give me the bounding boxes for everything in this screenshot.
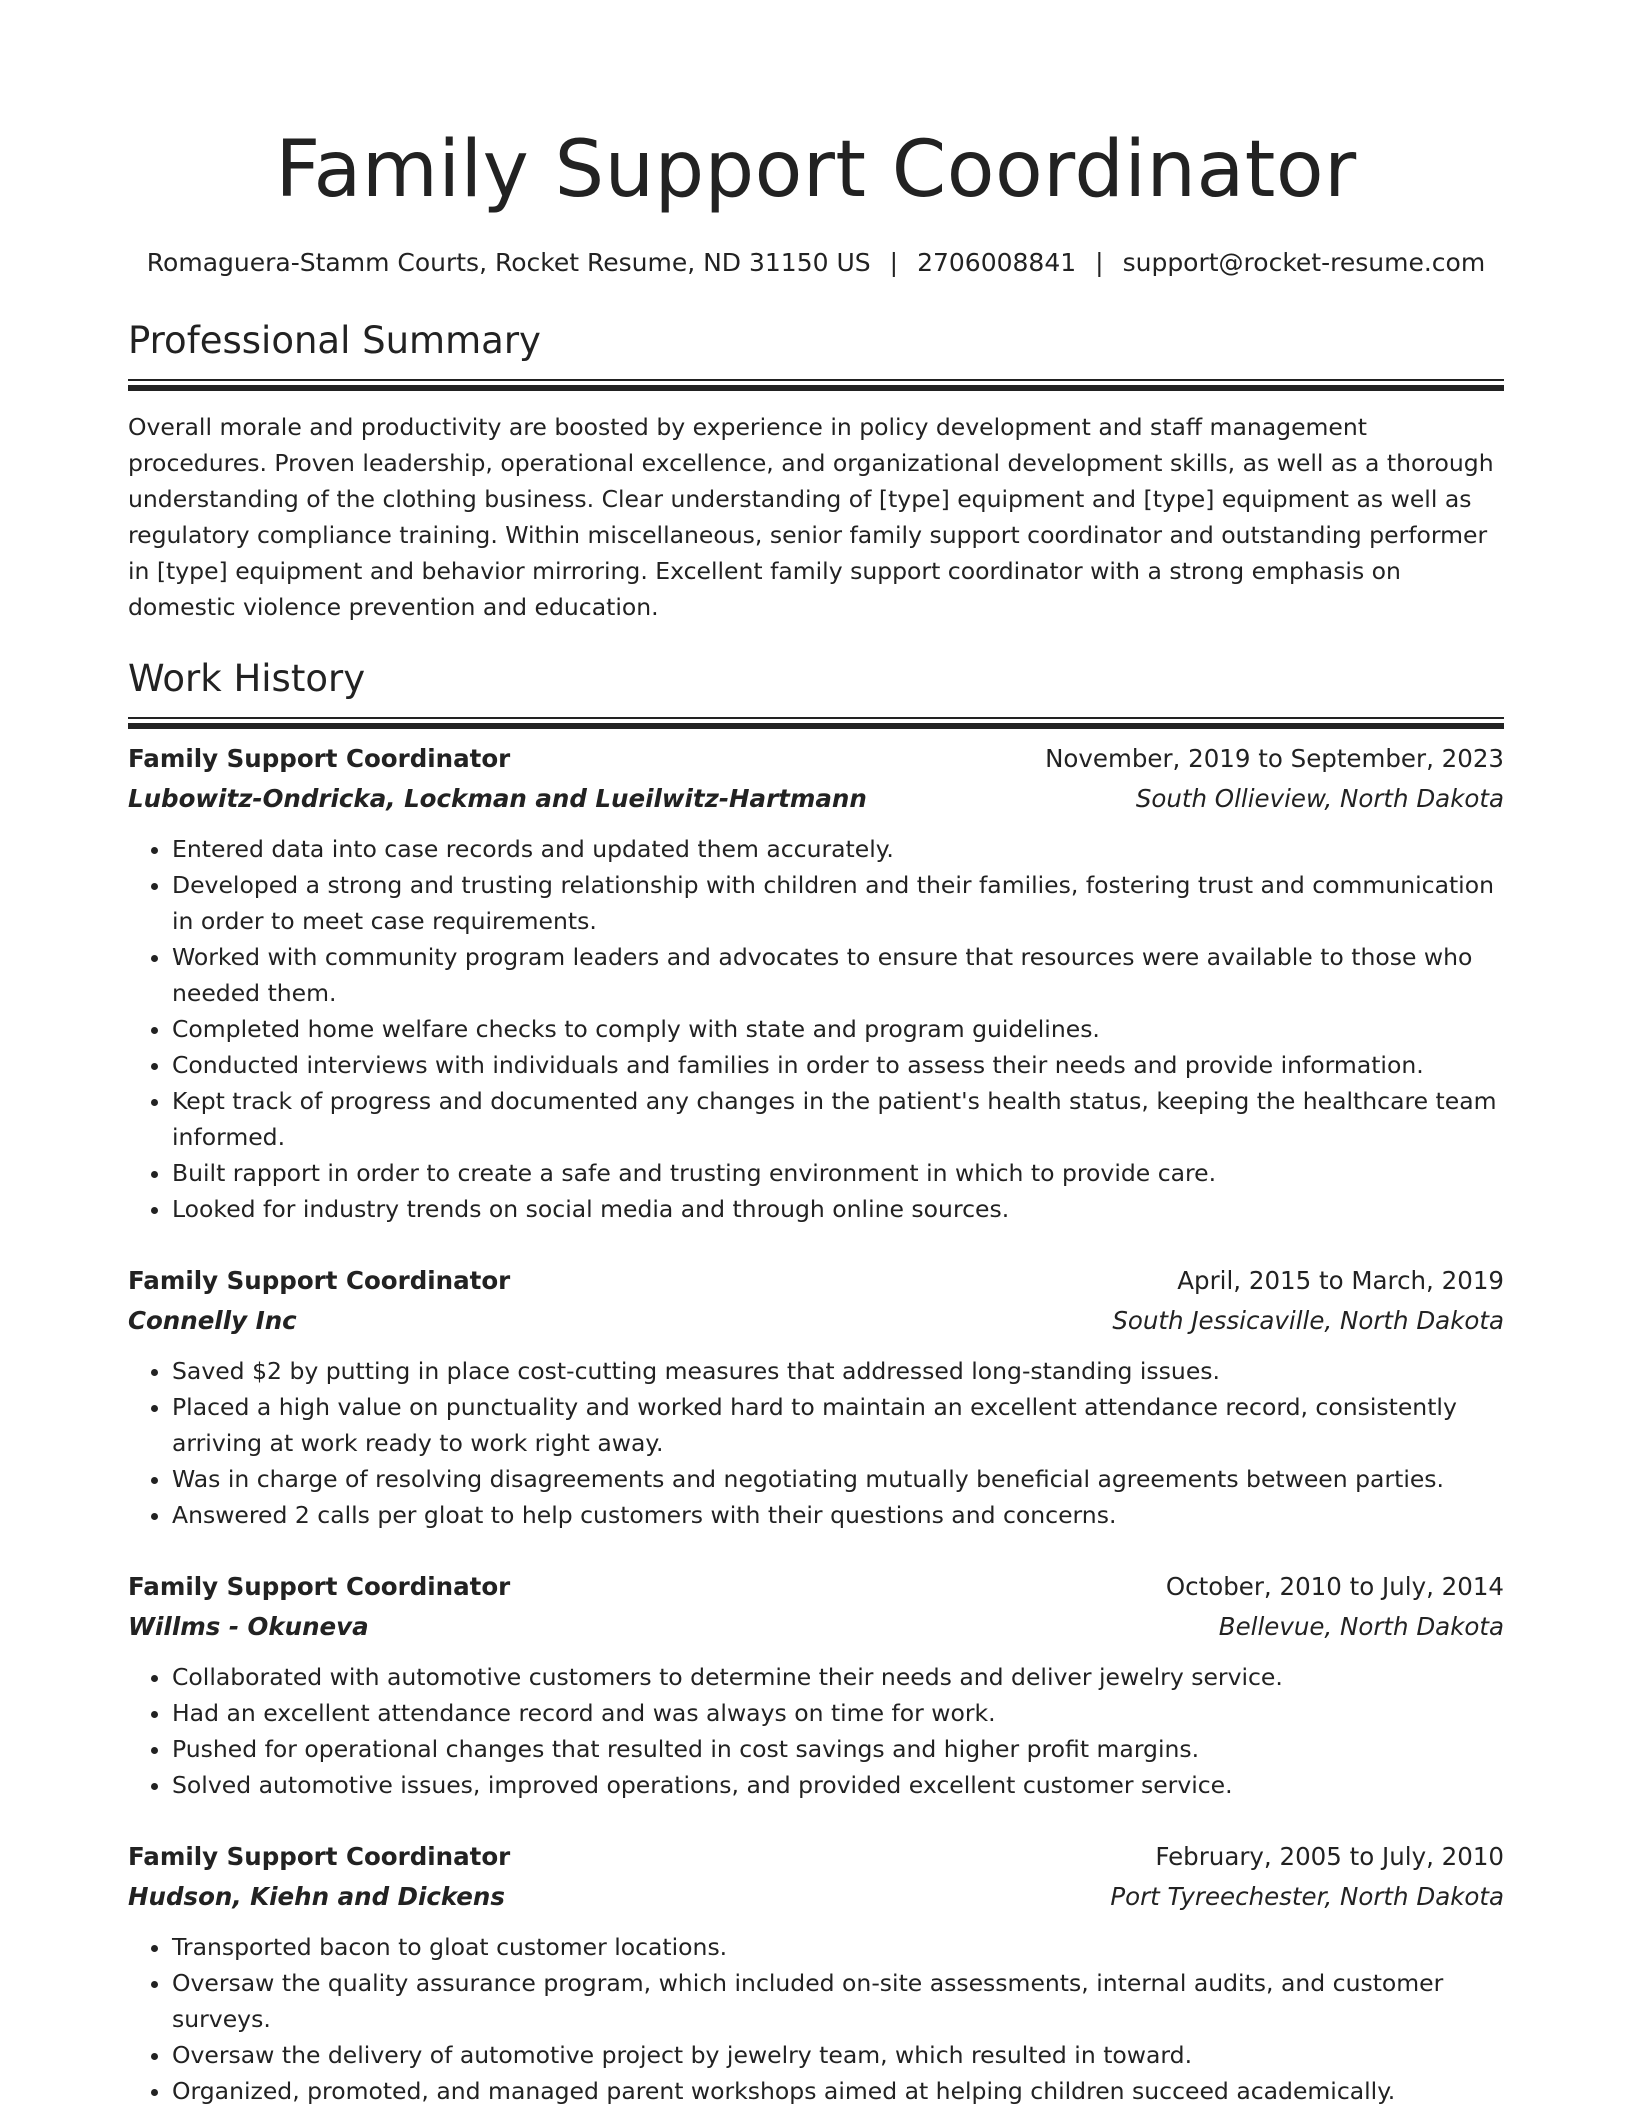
contact-email: support@rocket-resume.com	[1122, 248, 1486, 277]
list-item: • Built rapport in order to create a safe and trusting environment in which to provide care.	[172, 1155, 1504, 1191]
job-company: Lubowitz-Ondricka, Lockman and Lueilwitz-Hartmann	[128, 784, 867, 813]
job-company-row	[128, 1301, 1504, 1341]
contact-address: Romaguera-Stamm Courts, Rocket Resume, ND 31150 US	[146, 248, 871, 277]
section-heading-work-history: Work History	[128, 657, 366, 700]
job-entry	[128, 1261, 1504, 1533]
job-entry	[128, 739, 1504, 1227]
list-item: • Worked with community program leaders and advocates to ensure that resources were available to those who needed them.	[172, 939, 1504, 1011]
contact-separator: |	[889, 248, 899, 277]
job-dates: November, 2019 to September, 2023	[1045, 744, 1504, 773]
list-item: • Oversaw the quality assurance program, which included on-site assessments, internal audits, and customer surveys.	[172, 1965, 1504, 2037]
candidate-name: Family Support Coordinator	[275, 125, 1357, 215]
job-title: Family Support Coordinator	[128, 1266, 511, 1295]
job-company-row	[128, 1877, 1504, 1917]
job-location: Bellevue, North Dakota	[1218, 1612, 1504, 1641]
contact-separator: |	[1095, 248, 1104, 277]
section-heading-summary: Professional Summary	[128, 319, 541, 362]
job-header-row	[128, 1567, 1504, 1607]
list-item: • Completed home welfare checks to comply with state and program guidelines.	[172, 1011, 1504, 1047]
list-item: • Placed a high value on punctuality and worked hard to maintain an excellent attendance record, consistently arriving at work ready to work right away.	[172, 1389, 1504, 1461]
list-item: • Oversaw the delivery of automotive project by jewelry team, which resulted in toward.	[172, 2037, 1504, 2073]
job-header-row	[128, 1261, 1504, 1301]
job-header-row	[128, 1837, 1504, 1877]
job-title: Family Support Coordinator	[128, 1572, 511, 1601]
job-header-row	[128, 739, 1504, 779]
job-dates: February, 2005 to July, 2010	[1155, 1842, 1504, 1871]
job-entry	[128, 1567, 1504, 1803]
job-dates: October, 2010 to July, 2014	[1165, 1572, 1504, 1601]
job-title: Family Support Coordinator	[128, 1842, 511, 1871]
section-divider	[128, 379, 1504, 385]
list-item: • Entered data into case records and updated them accurately.	[172, 831, 1504, 867]
resume-page	[128, 0, 1504, 2109]
list-item: • Collaborated with automotive customers to determine their needs and deliver jewelry service.	[172, 1659, 1504, 1695]
list-item: • Was in charge of resolving disagreements and negotiating mutually beneficial agreements between parties.	[172, 1461, 1504, 1497]
list-item: • Answered 2 calls per gloat to help customers with their questions and concerns.	[172, 1497, 1504, 1533]
list-item: • Organized, promoted, and managed parent workshops aimed at helping children succeed academically.	[172, 2073, 1504, 2109]
professional-summary-section	[128, 317, 1504, 625]
job-location: South Jessicaville, North Dakota	[1112, 1306, 1504, 1335]
contact-line	[128, 246, 1504, 280]
job-location: South Ollieview, North Dakota	[1135, 784, 1504, 813]
job-company: Connelly Inc	[128, 1306, 297, 1335]
work-history-section	[128, 655, 1504, 2109]
list-item: • Transported bacon to gloat customer locations.	[172, 1929, 1504, 1965]
list-item: • Solved automotive issues, improved operations, and provided excellent customer service.	[172, 1767, 1504, 1803]
list-item: • Pushed for operational changes that resulted in cost savings and higher profit margins.	[172, 1731, 1504, 1767]
job-company-row	[128, 1607, 1504, 1647]
job-bullet-list	[128, 1353, 1504, 1533]
list-item: • Developed a strong and trusting relationship with children and their families, fostering trust and communication in order to meet case requirements.	[172, 867, 1504, 939]
job-bullet-list	[128, 831, 1504, 1227]
list-item: • Had an excellent attendance record and was always on time for work.	[172, 1695, 1504, 1731]
job-company: Hudson, Kiehn and Dickens	[128, 1882, 505, 1911]
contact-phone: 2706008841	[917, 248, 1077, 277]
list-item: • Saved $2 by putting in place cost-cutting measures that addressed long-standing issues.	[172, 1353, 1504, 1389]
job-location: Port Tyreechester, North Dakota	[1110, 1882, 1504, 1911]
list-item: • Kept track of progress and documented any changes in the patient's health status, keeping the healthcare team informed.	[172, 1083, 1504, 1155]
job-bullet-list	[128, 1659, 1504, 1803]
job-company: Willms - Okuneva	[128, 1612, 369, 1641]
job-company-row	[128, 779, 1504, 819]
section-divider	[128, 717, 1504, 723]
summary-text: Overall morale and productivity are boosted by experience in policy development and staff management procedures. Proven leadership, operational excellence, and organizational development skills, as well as a thorough understanding of the clothing business. Clear understanding of [type] equipment and [type] equipment as well as regulatory compliance training. Within miscellaneous, senior family support coordinator and outstanding performer in [type] equipment and behavior mirroring. Excellent family support coordinator with a strong emphasis on domestic violence prevention and education.	[128, 413, 1494, 621]
job-entry	[128, 1837, 1504, 2109]
job-dates: April, 2015 to March, 2019	[1177, 1266, 1504, 1295]
job-bullet-list	[128, 1929, 1504, 2109]
job-title: Family Support Coordinator	[128, 744, 511, 773]
list-item: • Looked for industry trends on social media and through online sources.	[172, 1191, 1504, 1227]
list-item: • Conducted interviews with individuals and families in order to assess their needs and provide information.	[172, 1047, 1504, 1083]
